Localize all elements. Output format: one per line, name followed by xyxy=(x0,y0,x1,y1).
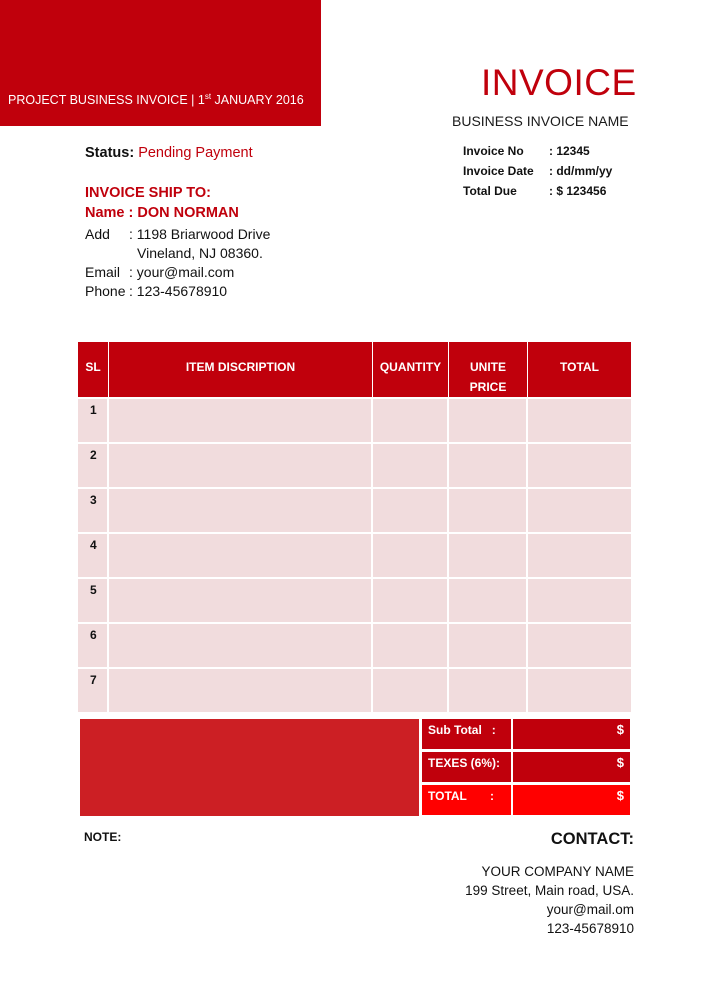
table-header-row xyxy=(78,342,631,397)
ship-to-address: Add : 1198 Briarwood Drive xyxy=(85,226,271,242)
note-label: NOTE: xyxy=(84,830,122,844)
total-label: TOTAL : xyxy=(422,785,511,815)
ship-to-block xyxy=(85,185,270,302)
row-number: 2 xyxy=(78,442,109,487)
invoice-subtitle: BUSINESS INVOICE NAME xyxy=(452,113,629,129)
header-banner xyxy=(0,0,321,126)
total-value[interactable]: $ xyxy=(513,785,630,815)
contact-address: 199 Street, Main road, USA. xyxy=(465,883,634,898)
meta-row-invoice-date: Invoice Date : dd/mm/yy xyxy=(463,164,613,178)
ship-to-address-line2: Vineland, NJ 08360. xyxy=(137,245,263,261)
contact-email[interactable]: your@mail.om xyxy=(546,902,634,917)
table-row xyxy=(78,667,631,712)
row-number: 1 xyxy=(78,397,109,442)
tax-value[interactable]: $ xyxy=(513,752,630,782)
row-number: 7 xyxy=(78,667,109,712)
contact-phone: 123-45678910 xyxy=(546,921,634,936)
ship-to-phone: Phone : 123-45678910 xyxy=(85,283,228,299)
col-sl: SL xyxy=(78,342,109,397)
total-row xyxy=(422,785,630,815)
contact-company: YOUR COMPANY NAME xyxy=(481,864,634,879)
subtotal-value[interactable]: $ xyxy=(513,719,630,749)
meta-row-invoice-no: Invoice No : 12345 xyxy=(463,144,590,158)
invoice-title: INVOICE xyxy=(481,62,637,103)
table-row xyxy=(78,487,631,532)
col-total: TOTAL xyxy=(528,342,631,397)
tax-row xyxy=(422,752,630,782)
notes-color-block xyxy=(80,719,419,816)
banner-text: PROJECT BUSINESS INVOICE | 1st JANUARY 2016 xyxy=(8,92,304,107)
ship-to-email: Email : your@mail.com xyxy=(85,264,235,280)
items-table xyxy=(78,342,631,712)
table-row xyxy=(78,397,631,442)
contact-heading: CONTACT: xyxy=(550,830,634,848)
row-number: 6 xyxy=(78,622,109,667)
contact-block xyxy=(465,864,634,940)
subtotal-label: Sub Total : xyxy=(422,719,511,749)
row-number: 3 xyxy=(78,487,109,532)
row-number: 5 xyxy=(78,577,109,622)
table-row xyxy=(78,442,631,487)
subtotal-row xyxy=(422,719,630,749)
table-row xyxy=(78,532,631,577)
invoice-meta xyxy=(463,144,612,204)
tax-label: TEXES (6%): xyxy=(422,752,511,782)
row-number: 4 xyxy=(78,532,109,577)
col-quantity: QUANTITY xyxy=(373,342,449,397)
table-row xyxy=(78,577,631,622)
status-value: Pending Payment xyxy=(138,145,253,161)
payment-status: Status: Pending Payment xyxy=(85,145,253,161)
ship-to-heading: INVOICE SHIP TO: xyxy=(85,185,211,201)
table-row xyxy=(78,622,631,667)
meta-row-total-due: Total Due : $ 123456 xyxy=(463,184,607,198)
ship-to-name: Name : DON NORMAN xyxy=(85,205,239,221)
col-item-description: ITEM DISCRIPTION xyxy=(109,342,373,397)
col-unit-price: UNITE PRICE xyxy=(449,342,528,397)
